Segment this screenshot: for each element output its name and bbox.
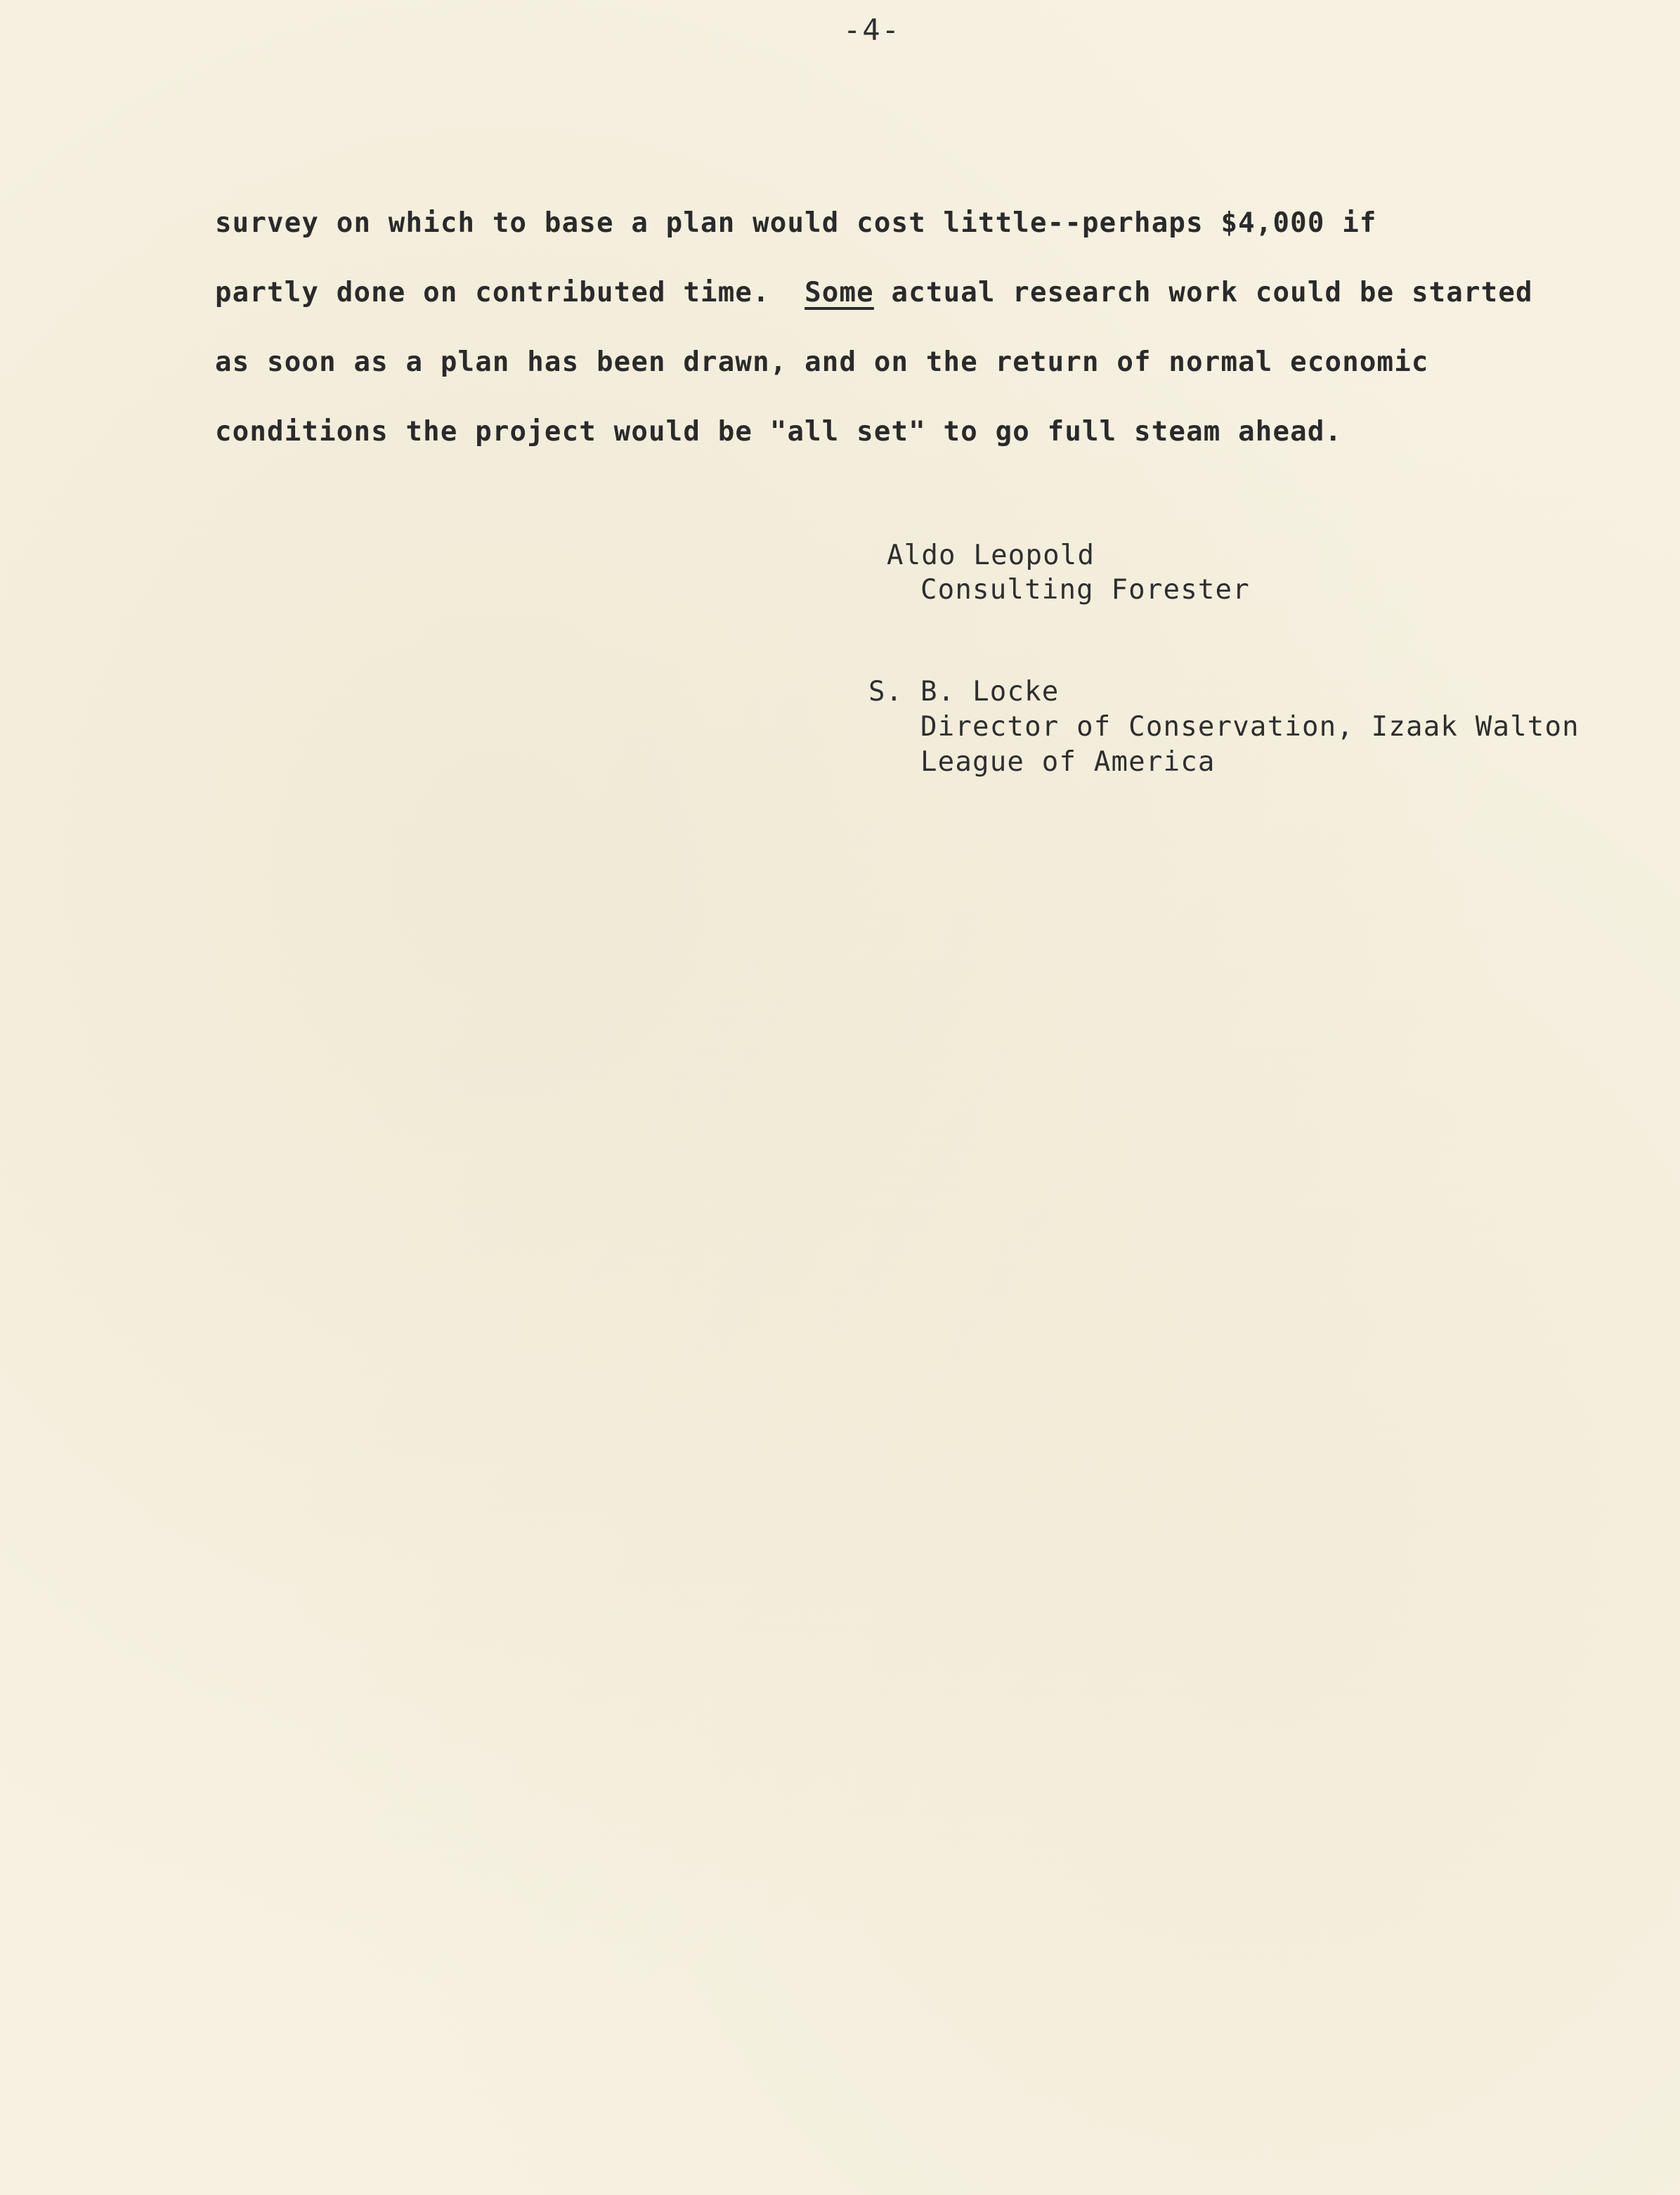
underlined-word: Some: [805, 277, 874, 308]
body-line-2: [215, 258, 1606, 327]
page-number: -4-: [843, 13, 901, 47]
body-line-2-end: actual research work could be started: [873, 277, 1533, 308]
body-line-3: as soon as a plan has been drawn, and on the return of normal economic: [215, 346, 1429, 378]
signatory-title-locke-line1: Director of Conservation, Izaak Walton: [920, 711, 1580, 743]
body-line-1: survey on which to base a plan would cost little--perhaps $4,000 if: [215, 207, 1377, 239]
signatory-name-leopold: Aldo Leopold: [887, 540, 1095, 571]
signatory-name-locke: S. B. Locke: [868, 676, 1060, 708]
signatory-title-leopold: Consulting Forester: [920, 574, 1250, 606]
body-paragraph: [215, 188, 1606, 467]
body-line-2-start: partly done on contributed time.: [215, 277, 805, 308]
body-line-4: conditions the project would be "all set" to go full steam ahead.: [215, 416, 1343, 448]
signatory-title-locke-line2: League of America: [920, 746, 1216, 778]
